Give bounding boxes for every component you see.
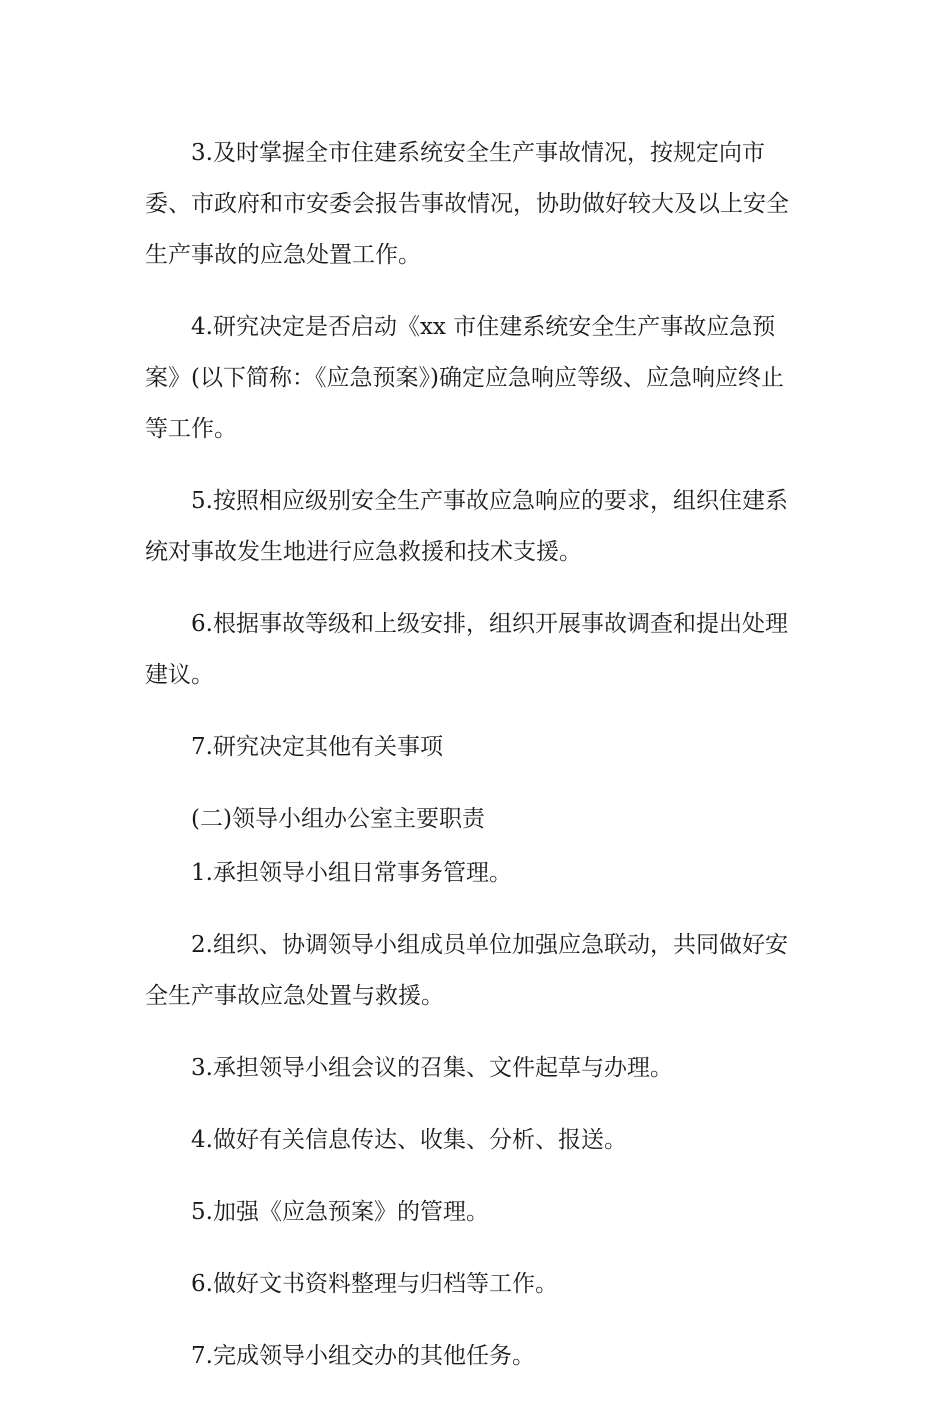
paragraph-office-item-7: 7.完成领导小组交办的其他任务。 bbox=[191, 1343, 535, 1369]
paragraph-office-item-6: 6.做好文书资料整理与归档等工作。 bbox=[191, 1271, 558, 1297]
paragraph-office-item-1: 1.承担领导小组日常事务管理。 bbox=[191, 860, 512, 886]
paragraph-office-item-2: 2.组织、协调领导小组成员单位加强应急联动，共同做好安全生产事故应急处置与救援。 bbox=[145, 932, 788, 1009]
paragraph-item-7-other-matters: 7.研究决定其他有关事项 bbox=[191, 734, 443, 760]
paragraph-office-item-3: 3.承担领导小组会议的召集、文件起草与办理。 bbox=[191, 1055, 673, 1081]
paragraph-office-item-4: 4.做好有关信息传达、收集、分析、报送。 bbox=[191, 1127, 627, 1153]
paragraph-office-item-5: 5.加强《应急预案》的管理。 bbox=[191, 1199, 489, 1225]
section-heading-office-duties: (二)领导小组办公室主要职责 bbox=[191, 806, 485, 832]
paragraph-item-4-emergency-plan: 4.研究决定是否启动《xx 市住建系统安全生产事故应急预案》(以下简称：《应急预案》)确定应急响应等级、应急响应终止等工作。 bbox=[145, 314, 784, 442]
paragraph-item-3-reporting: 3.及时掌握全市住建系统安全生产事故情况，按规定向市委、市政府和市安委会报告事故情况，协助做好较大及以上安全生产事故的应急处置工作。 bbox=[145, 140, 789, 268]
document-body bbox=[145, 128, 805, 1403]
paragraph-item-6-investigation: 6.根据事故等级和上级安排，组织开展事故调查和提出处理建议。 bbox=[145, 611, 788, 688]
paragraph-item-5-rescue: 5.按照相应级别安全生产事故应急响应的要求，组织住建系统对事故发生地进行应急救援和技术支援。 bbox=[145, 488, 788, 565]
